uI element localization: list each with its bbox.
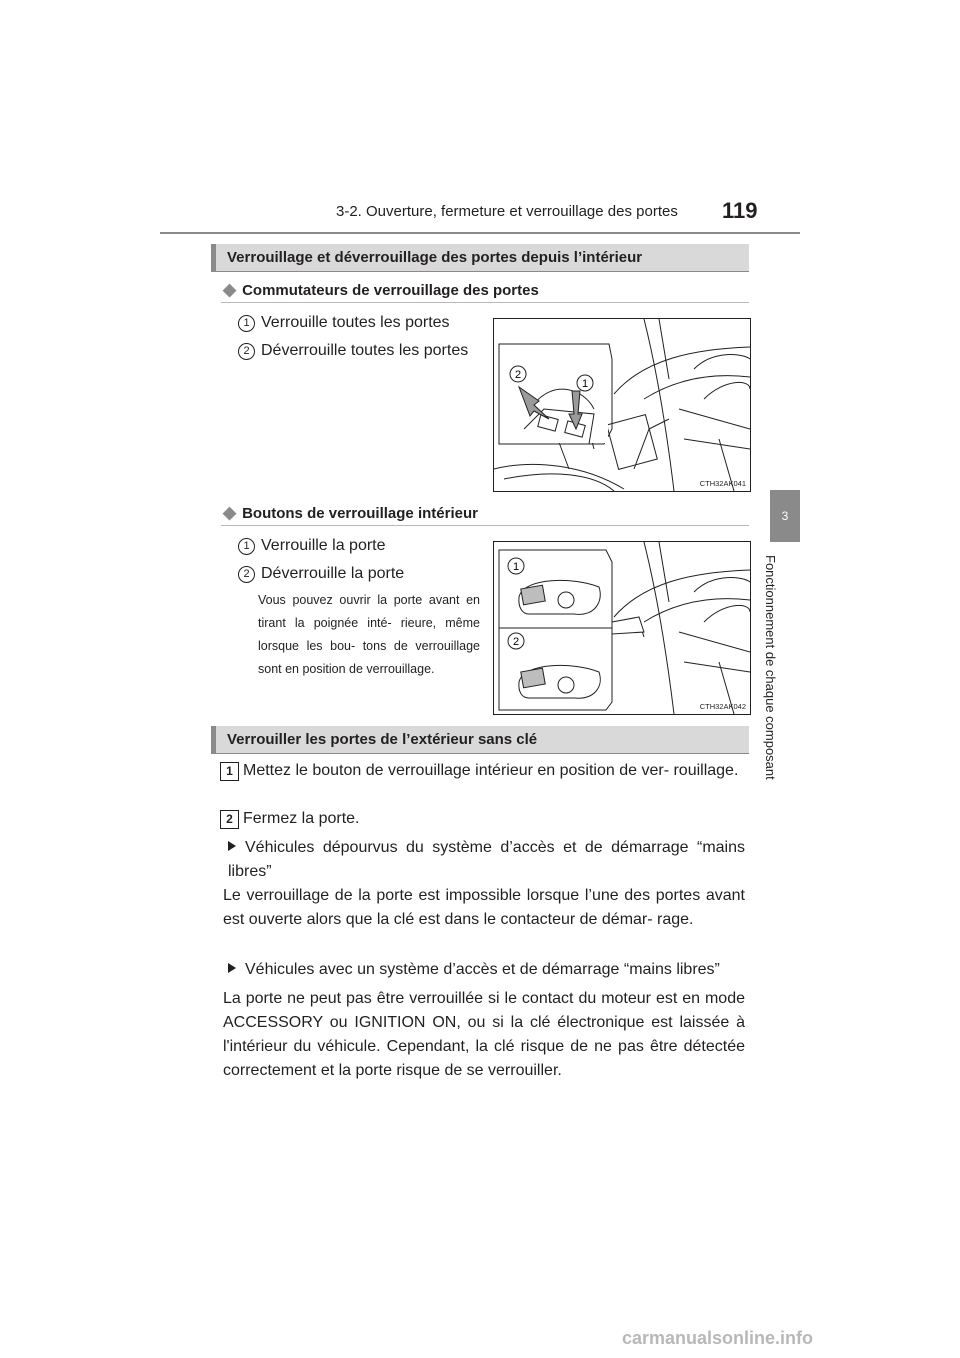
- watermark: carmanualsonline.info: [622, 1328, 814, 1348]
- note-inside-handle: Vous pouvez ouvrir la porte avant en tirant la poignée inté- rieure, même lorsque les bou- tons de verrouillage sont en position de verrouillage.: [258, 593, 480, 676]
- door-lock-switch-illustration: [494, 319, 750, 491]
- diamond-bullet-icon: ◆: [223, 503, 237, 522]
- case-without-smart-key: [228, 836, 745, 884]
- header-rule: [160, 232, 800, 234]
- case-with-smart-key: [228, 958, 745, 982]
- chapter-tab-label-wrap: [763, 555, 806, 815]
- figure-callout-2: 2: [514, 369, 522, 381]
- item-text-unlock-all: Déverrouille toutes les portes: [261, 342, 469, 359]
- subsection-title-text: Commutateurs de verrouillage des portes: [242, 282, 539, 299]
- case-2-text: La porte ne peut pas être verrouillée si le contact du moteur est en mode ACCESSORY ou IGNITION ON, ou si la clé électronique est laissée à l'intérieur du véhicule. Cependant, la clé risque de ne pas être détectée correctement et la porte risque de se verrouiller.: [223, 990, 745, 1079]
- item-number-1: 1: [238, 315, 255, 332]
- section-header-lock-without-key: [211, 726, 749, 753]
- item-text-lock-all: Verrouille toutes les portes: [261, 314, 450, 331]
- case-1-text: Le verrouillage de la porte est impossible lorsque l’une des portes avant est ouverte alors que la clé est dans le contacteur de démar- rage.: [223, 887, 745, 928]
- case-title: Véhicules avec un système d’accès et de démarrage “mains libres”: [245, 961, 720, 978]
- item-text-lock-door: Verrouille la porte: [261, 537, 386, 554]
- item-text-unlock-door: Déverrouille la porte: [261, 565, 405, 582]
- subsection-rule: [221, 525, 749, 526]
- figure-inside-lock-buttons: [493, 541, 751, 715]
- subsection-title-inside-lock-buttons: [223, 503, 478, 523]
- item-number-2: 2: [238, 566, 255, 583]
- section-underline: [211, 271, 749, 272]
- step-text-2: Fermez la porte.: [243, 810, 360, 827]
- arrow-bullet-icon: [228, 841, 236, 851]
- section-title: Verrouillage et déverrouillage des portes depuis l’intérieur: [227, 249, 643, 266]
- figure-callout-1: 1: [512, 561, 520, 573]
- arrow-bullet-icon: [228, 963, 236, 973]
- step-text-1: Mettez le bouton de verrouillage intérieur en position de ver- rouillage.: [243, 762, 739, 779]
- item-number-1: 1: [238, 538, 255, 555]
- figure-door-lock-switches: [493, 318, 751, 492]
- case-title: Véhicules dépourvus du système d’accès et de démarrage “mains libres”: [228, 839, 745, 880]
- figure-code: CTH32AK041: [699, 479, 746, 488]
- subsection-rule: [221, 302, 749, 303]
- chapter-tab: 3: [770, 490, 800, 542]
- section-title: Verrouiller les portes de l’extérieur sans clé: [227, 731, 538, 748]
- step-number-1: 1: [220, 762, 239, 781]
- section-header-interior-locking: [211, 244, 749, 271]
- step-number-2: 2: [220, 810, 239, 829]
- chapter-tab-label: Fonctionnement de chaque composant: [763, 555, 778, 780]
- item-number-2: 2: [238, 343, 255, 360]
- figure-code: CTH32AK042: [699, 702, 746, 711]
- inside-lock-button-illustration: [494, 542, 750, 714]
- page-number: 119: [722, 198, 758, 223]
- diamond-bullet-icon: ◆: [223, 280, 237, 299]
- figure-callout-2: 2: [512, 636, 520, 648]
- section-underline: [211, 753, 749, 754]
- running-header-title: 3-2. Ouverture, fermeture et verrouillage des portes: [336, 203, 678, 220]
- figure-callout-1: 1: [581, 378, 589, 390]
- subsection-title-text: Boutons de verrouillage intérieur: [242, 505, 478, 522]
- subsection-title-lock-switches: [223, 280, 539, 300]
